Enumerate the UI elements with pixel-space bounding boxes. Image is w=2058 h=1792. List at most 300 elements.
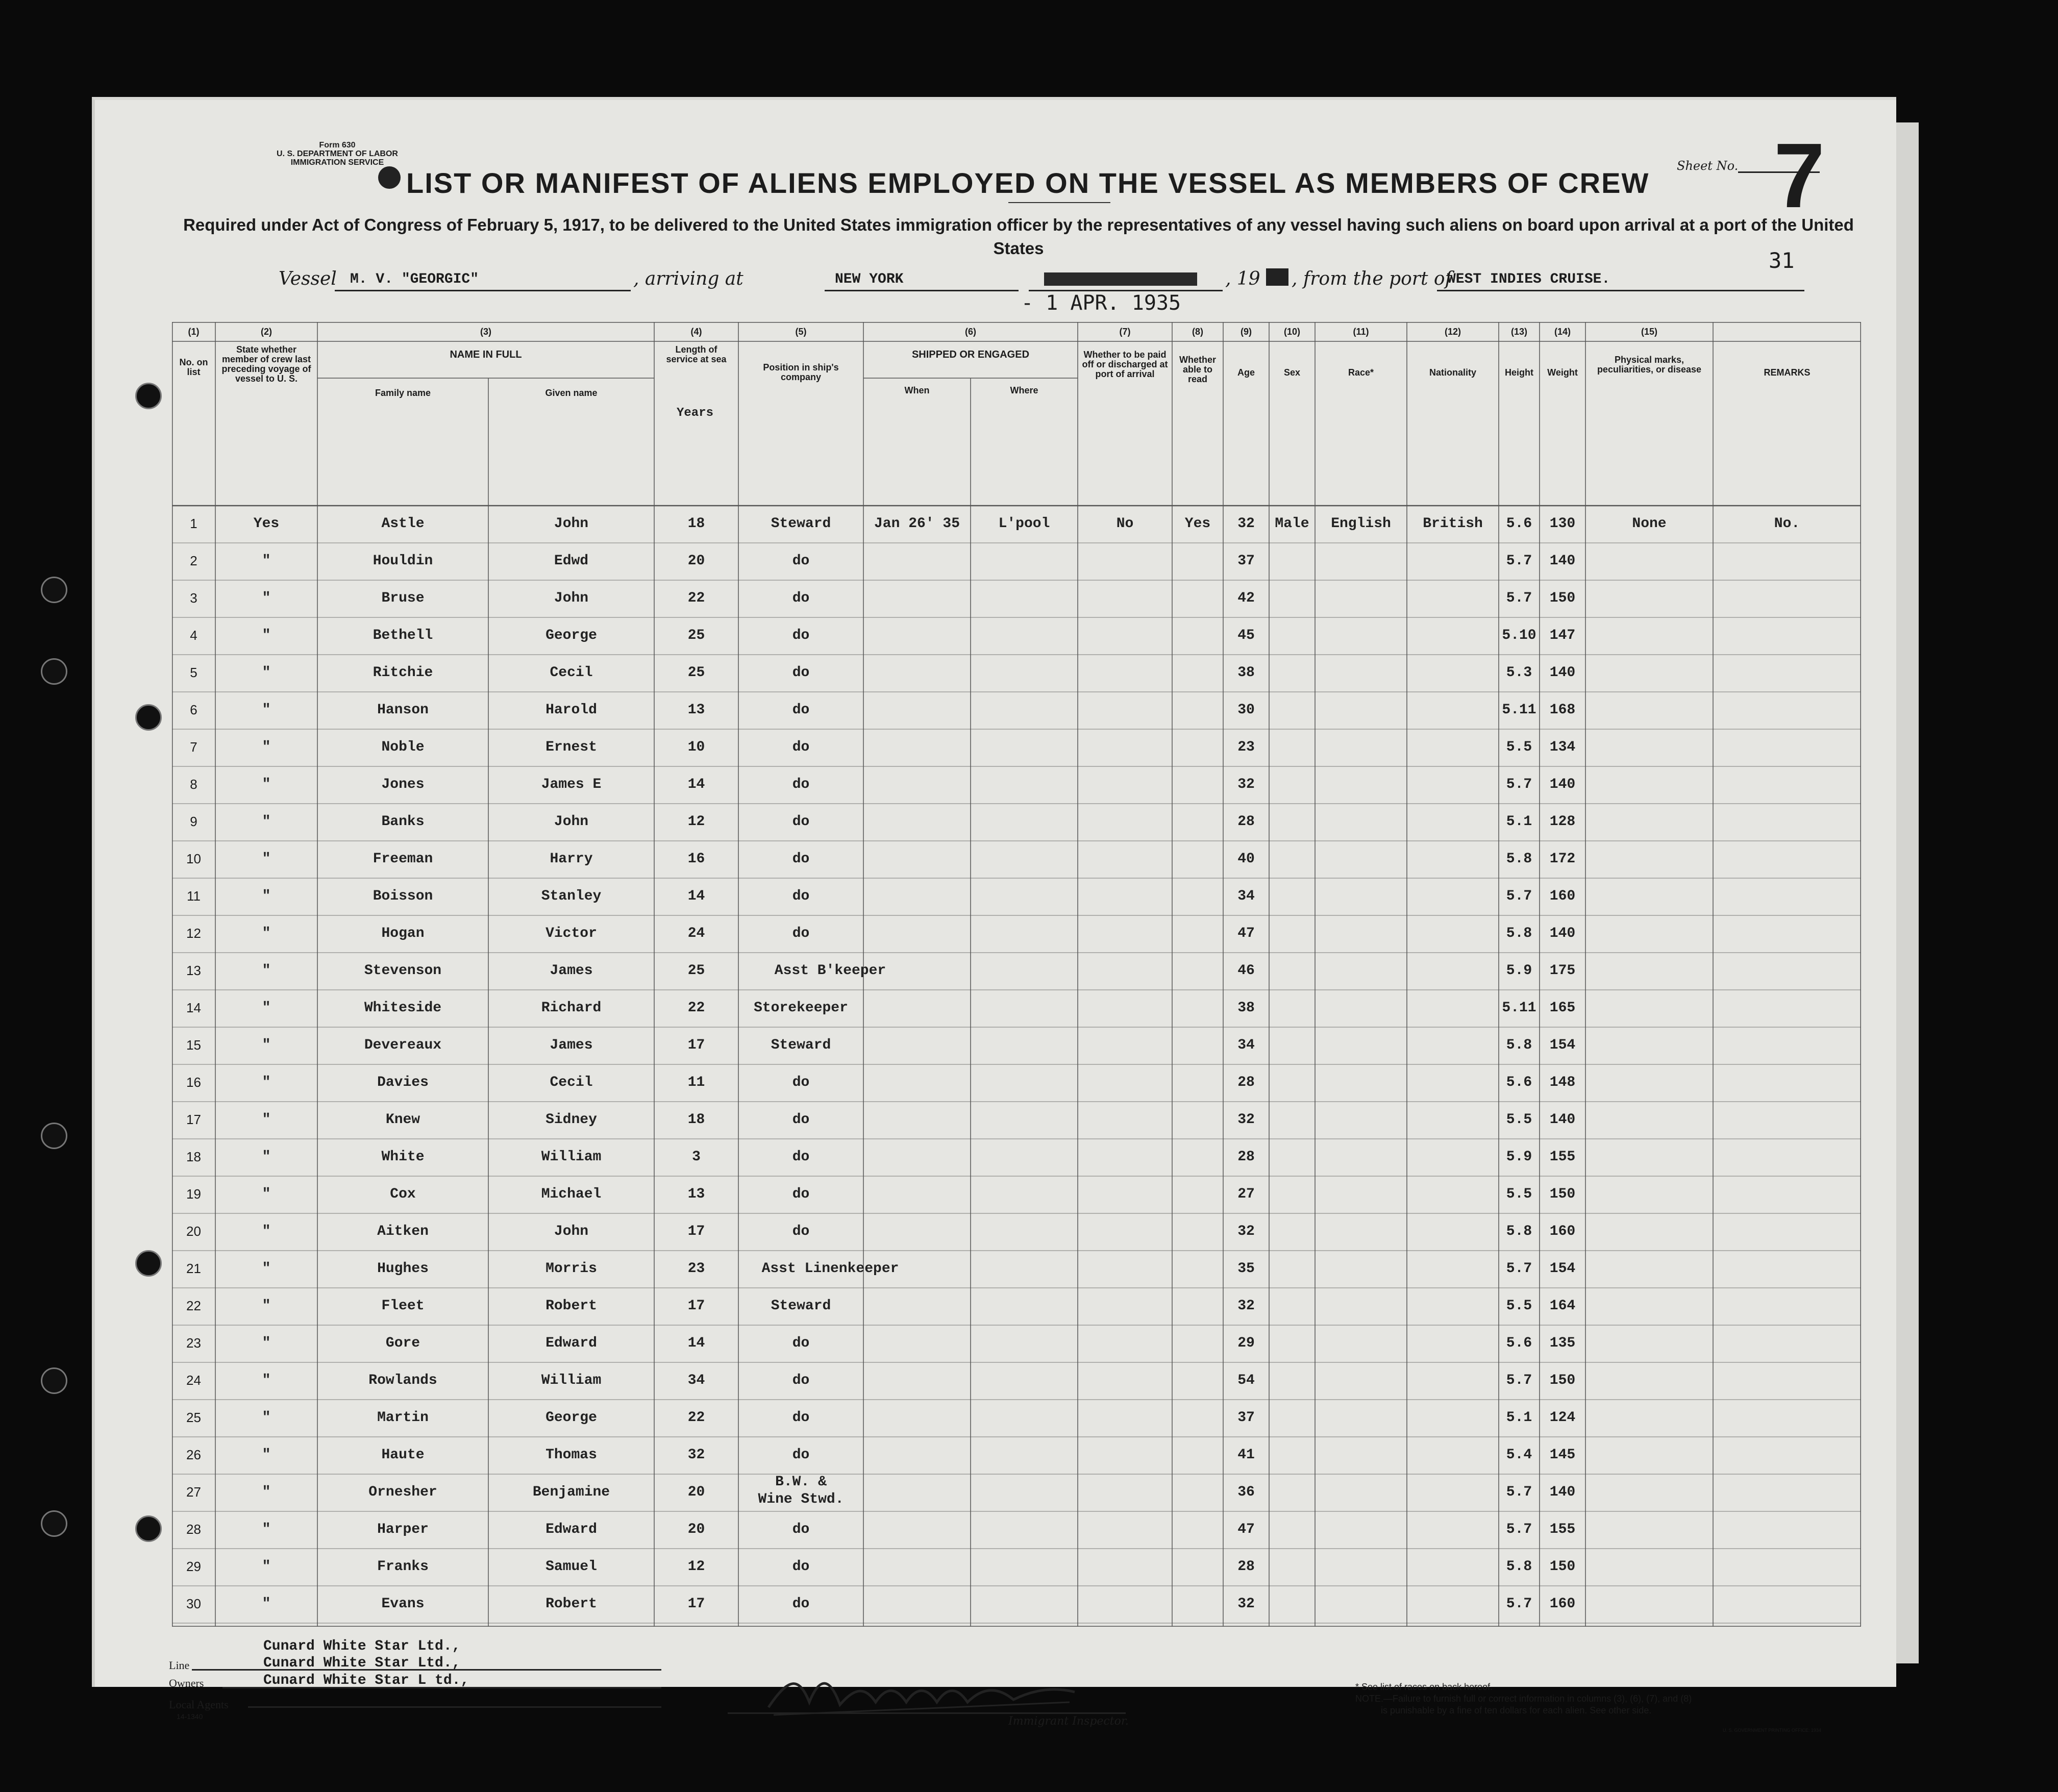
- hdr-name-in-full: NAME IN FULL: [450, 349, 522, 360]
- given-name: Edward: [546, 1522, 597, 1537]
- footer-company-1: Cunard White Star Ltd.,: [263, 1638, 461, 1654]
- position: do: [792, 888, 810, 904]
- punch-dot: [378, 166, 401, 189]
- prev-voyage: ": [262, 1373, 271, 1388]
- hdr-position: Position in ship's company: [763, 362, 839, 382]
- position: do: [792, 1149, 810, 1165]
- age: 23: [1237, 739, 1255, 755]
- table-row: [172, 729, 1861, 766]
- weight: 147: [1549, 628, 1576, 643]
- binder-hole: [135, 383, 162, 409]
- footer-line-underline: [192, 1669, 661, 1671]
- prev-voyage: ": [262, 1559, 271, 1575]
- prev-voyage: ": [262, 665, 271, 681]
- given-name: Harry: [550, 851, 593, 867]
- shipped-when: Jan 26' 35: [874, 516, 960, 532]
- age: 32: [1237, 1112, 1255, 1128]
- date-underline: [1029, 268, 1223, 291]
- age: 32: [1237, 1298, 1255, 1314]
- position: do: [792, 1596, 810, 1612]
- weight: 155: [1549, 1149, 1576, 1165]
- hdr-length-service: Length of service at sea: [666, 344, 727, 364]
- family-name: Hogan: [381, 926, 425, 941]
- height: 5.7: [1506, 553, 1532, 569]
- table-row: [172, 915, 1861, 953]
- position: do: [792, 1186, 810, 1202]
- vessel-line: [279, 268, 1835, 294]
- prev-voyage: ": [262, 628, 271, 643]
- age: 36: [1237, 1484, 1255, 1500]
- position: do: [792, 590, 810, 606]
- length-service: 14: [687, 888, 705, 904]
- given-name: Thomas: [546, 1447, 597, 1463]
- age: 45: [1237, 628, 1255, 643]
- sheet-label: Sheet No.: [1677, 159, 1739, 173]
- binder-hole: [41, 1123, 67, 1149]
- footer-owners-label: Owners: [169, 1677, 204, 1689]
- table-row: [172, 1325, 1861, 1362]
- given-name: William: [541, 1149, 602, 1165]
- table-row: [172, 1400, 1861, 1437]
- position: Asst Linenkeeper: [761, 1261, 899, 1277]
- given-name: James E: [541, 777, 602, 792]
- prev-voyage: ": [262, 553, 271, 569]
- prev-voyage: ": [262, 1298, 271, 1314]
- crew-table: [172, 322, 1861, 1627]
- height: 5.9: [1506, 1149, 1532, 1165]
- hdr-sex: Sex: [1283, 367, 1301, 378]
- binder-hole: [41, 658, 67, 685]
- given-name: John: [554, 590, 589, 606]
- height: 5.7: [1506, 777, 1532, 792]
- footer-agents-label: Local Agents: [169, 1698, 229, 1711]
- inspector-signature: [758, 1666, 1085, 1723]
- row-number: 30: [186, 1596, 201, 1611]
- table-row: [172, 766, 1861, 804]
- weight: 155: [1549, 1522, 1576, 1537]
- length-service: 14: [687, 1335, 705, 1351]
- family-name: Whiteside: [364, 1000, 442, 1016]
- weight: 172: [1549, 851, 1576, 867]
- length-service: 13: [687, 702, 705, 718]
- hdr-physical: Physical marks, peculiarities, or disease: [1597, 355, 1702, 375]
- col-num-13: (13): [1510, 327, 1527, 337]
- row-number: 2: [190, 553, 197, 568]
- prev-voyage: ": [262, 739, 271, 755]
- height: 5.5: [1506, 1298, 1532, 1314]
- footnote-races: * See list of races on back hereof.: [1355, 1682, 1493, 1692]
- hdr-age: Age: [1237, 367, 1255, 378]
- weight: 150: [1549, 1559, 1576, 1575]
- weight: 168: [1549, 702, 1576, 718]
- height: 5.1: [1506, 814, 1532, 830]
- family-name: Fleet: [381, 1298, 425, 1314]
- footer-company-2: Cunard White Star Ltd.,: [263, 1655, 461, 1671]
- footer-company-3: Cunard White Star L td.,: [263, 1673, 469, 1688]
- table-row: [172, 543, 1861, 580]
- length-service: 20: [687, 1522, 705, 1537]
- col-num-8: (8): [1192, 327, 1203, 337]
- row-number: 28: [186, 1522, 201, 1537]
- prev-voyage: ": [262, 1112, 271, 1128]
- weight: 140: [1549, 553, 1576, 569]
- given-name: John: [554, 1224, 589, 1239]
- position: do: [792, 1112, 810, 1128]
- prev-voyage: ": [262, 1484, 271, 1500]
- given-name: James: [550, 963, 593, 979]
- length-service: 34: [687, 1373, 705, 1388]
- row-number: 7: [190, 739, 197, 755]
- height: 5.7: [1506, 1261, 1532, 1277]
- hdr-weight: Weight: [1547, 367, 1578, 378]
- from-label: , from the port of: [1292, 268, 1452, 289]
- given-name: Edwd: [554, 553, 589, 569]
- age: 34: [1237, 888, 1255, 904]
- signature-underline: [728, 1712, 1126, 1714]
- family-name: Hanson: [377, 702, 429, 718]
- length-service: 10: [687, 739, 705, 755]
- length-service: 11: [687, 1075, 705, 1090]
- position: do: [792, 851, 810, 867]
- age: 38: [1237, 665, 1255, 681]
- row-number: 22: [186, 1298, 201, 1313]
- origin-port: WEST INDIES CRUISE.: [1447, 271, 1610, 287]
- length-service: 22: [687, 590, 705, 606]
- row-number: 3: [190, 590, 197, 606]
- family-name: Harper: [377, 1522, 429, 1537]
- table-row: [172, 804, 1861, 841]
- col-num-4: (4): [690, 327, 702, 337]
- hdr-where: Where: [1010, 385, 1038, 395]
- nationality: British: [1423, 516, 1483, 532]
- binder-hole: [135, 1515, 162, 1542]
- position: do: [792, 926, 810, 941]
- able-read: Yes: [1184, 516, 1211, 532]
- position: Steward: [771, 516, 831, 532]
- given-name: Samuel: [546, 1559, 597, 1575]
- family-name: Martin: [377, 1410, 429, 1426]
- given-name: George: [546, 628, 597, 643]
- weight: 160: [1549, 1224, 1576, 1239]
- hdr-remarks: REMARKS: [1764, 367, 1811, 378]
- given-name: Edward: [546, 1335, 597, 1351]
- length-service: 20: [687, 553, 705, 569]
- height: 5.5: [1506, 1186, 1532, 1202]
- age: 28: [1237, 1075, 1255, 1090]
- position: do: [792, 1335, 810, 1351]
- family-name: Boisson: [373, 888, 433, 904]
- hdr-state-whether: State whether member of crew last preceding voyage of vessel to U. S.: [221, 344, 311, 384]
- row-number: 4: [190, 628, 197, 643]
- age: 32: [1237, 777, 1255, 792]
- height: 5.11: [1502, 1000, 1536, 1016]
- prev-voyage: ": [262, 1447, 271, 1463]
- table-row: [172, 617, 1861, 655]
- row-number: 23: [186, 1335, 201, 1351]
- age: 46: [1237, 963, 1255, 979]
- weight: 175: [1549, 963, 1576, 979]
- position: do: [792, 1075, 810, 1090]
- weight: 145: [1549, 1447, 1576, 1463]
- weight: 124: [1549, 1410, 1576, 1426]
- weight: 154: [1549, 1037, 1576, 1053]
- length-service: 14: [687, 777, 705, 792]
- height: 5.8: [1506, 1559, 1532, 1575]
- prev-voyage: ": [262, 1522, 271, 1537]
- position: Storekeeper: [754, 1000, 848, 1016]
- height: 5.10: [1502, 628, 1536, 643]
- form-number: Form 630: [319, 141, 356, 150]
- prev-voyage: ": [262, 888, 271, 904]
- table-row: [172, 1139, 1861, 1176]
- row-number: 26: [186, 1447, 201, 1462]
- height: 5.4: [1506, 1447, 1532, 1463]
- height: 5.6: [1506, 1335, 1532, 1351]
- row-number: 8: [190, 777, 197, 792]
- height: 5.7: [1506, 1484, 1532, 1500]
- footnote-penalty-1: NOTE.—Failure to furnish full or correct information in columns (3), (6), (7), and (8): [1355, 1694, 1692, 1704]
- form-service: IMMIGRATION SERVICE: [290, 158, 384, 167]
- weight: 165: [1549, 1000, 1576, 1016]
- position: B.W. &: [775, 1474, 827, 1490]
- family-name: Stevenson: [364, 963, 442, 979]
- vessel-underline: [335, 268, 631, 291]
- footer-line-label: Line: [169, 1659, 190, 1672]
- table-row: [172, 841, 1861, 878]
- height: 5.11: [1502, 702, 1536, 718]
- length-service: 25: [687, 963, 705, 979]
- col-num-9: (9): [1241, 327, 1252, 337]
- length-service: 23: [687, 1261, 705, 1277]
- given-name: John: [554, 814, 589, 830]
- given-name: John: [554, 516, 589, 532]
- printer-credit: U. S. GOVERNMENT PRINTING OFFICE: 1934: [1723, 1728, 1821, 1733]
- position: Asst B'keeper: [774, 963, 886, 979]
- weight: 164: [1549, 1298, 1576, 1314]
- age: 32: [1237, 1224, 1255, 1239]
- row-number: 17: [186, 1112, 201, 1127]
- position: do: [792, 1373, 810, 1388]
- length-service: 17: [687, 1037, 705, 1053]
- given-name: Robert: [546, 1298, 597, 1314]
- length-service: 18: [687, 1112, 705, 1128]
- position: Steward: [771, 1037, 831, 1053]
- col-num-11: (11): [1353, 327, 1369, 337]
- height: 5.6: [1506, 516, 1532, 532]
- height: 5.5: [1506, 739, 1532, 755]
- table-row: [172, 580, 1861, 617]
- family-name: Franks: [377, 1559, 429, 1575]
- age: 42: [1237, 590, 1255, 606]
- binder-hole: [135, 1250, 162, 1277]
- family-name: Freeman: [373, 851, 433, 867]
- table-row: [172, 1437, 1861, 1474]
- age: 38: [1237, 1000, 1255, 1016]
- weight: 150: [1549, 1186, 1576, 1202]
- height: 5.8: [1506, 851, 1532, 867]
- length-service: 32: [687, 1447, 705, 1463]
- weight: 140: [1549, 926, 1576, 941]
- family-name: Noble: [381, 739, 425, 755]
- prev-voyage: ": [262, 1186, 271, 1202]
- length-service: 3: [692, 1149, 701, 1165]
- table-row: [172, 1288, 1861, 1325]
- length-service: 22: [687, 1410, 705, 1426]
- weight: 154: [1549, 1261, 1576, 1277]
- given-name: Sidney: [546, 1112, 597, 1128]
- sheet-number: 7: [1774, 125, 1825, 227]
- weight: 140: [1549, 665, 1576, 681]
- length-service: 17: [687, 1298, 705, 1314]
- height: 5.7: [1506, 1373, 1532, 1388]
- footer-agents-underline: [248, 1706, 661, 1708]
- family-name: Cox: [390, 1186, 416, 1202]
- col-num-7: (7): [1119, 327, 1131, 337]
- given-name: Cecil: [550, 665, 593, 681]
- family-name: Ritchie: [373, 665, 433, 681]
- table-row: [172, 1027, 1861, 1064]
- row-number: 18: [186, 1149, 201, 1164]
- hdr-height: Height: [1505, 367, 1533, 378]
- family-name: Evans: [381, 1596, 425, 1612]
- years-note: Years: [676, 406, 713, 420]
- prev-voyage: ": [262, 1261, 271, 1277]
- table-row: [172, 692, 1861, 729]
- length-service: 12: [687, 1559, 705, 1575]
- prev-voyage: ": [262, 702, 271, 718]
- length-service: 24: [687, 926, 705, 941]
- table-row: [172, 1586, 1861, 1623]
- position-line-2: Wine Stwd.: [758, 1491, 844, 1507]
- age: 35: [1237, 1261, 1255, 1277]
- position: do: [792, 628, 810, 643]
- inspector-label: Immigrant Inspector.: [1008, 1715, 1129, 1728]
- shipped-where: L'pool: [998, 516, 1050, 532]
- given-name: Stanley: [541, 888, 602, 904]
- arriving-label: , arriving at: [633, 268, 743, 289]
- given-name: Michael: [541, 1186, 602, 1202]
- footnote-penalty-2: is punishable by a fine of ten dollars for each alien. See other side.: [1381, 1705, 1652, 1715]
- prev-voyage: ": [262, 1224, 271, 1239]
- row-number: 6: [190, 702, 197, 717]
- table-row: [172, 1102, 1861, 1139]
- position: do: [792, 702, 810, 718]
- given-name: Benjamine: [532, 1484, 610, 1500]
- table-row: [172, 1549, 1861, 1586]
- footer-form-code: 14-1340: [177, 1712, 203, 1721]
- table-row: [172, 506, 1861, 543]
- length-service: 17: [687, 1224, 705, 1239]
- family-name: Knew: [385, 1112, 420, 1128]
- position: do: [792, 1559, 810, 1575]
- family-name: White: [381, 1149, 425, 1165]
- table-row: [172, 655, 1861, 692]
- prev-voyage: ": [262, 1335, 271, 1351]
- family-name: Bethell: [373, 628, 433, 643]
- table-row: [172, 953, 1861, 990]
- weight: 134: [1549, 739, 1576, 755]
- arrival-date-stamp: - 1 APR. 1935: [1021, 291, 1181, 315]
- hdr-paid-off: Whether to be paid off or discharged at port of arrival: [1082, 350, 1168, 379]
- position: do: [792, 1522, 810, 1537]
- family-name: Rowlands: [368, 1373, 437, 1388]
- age: 34: [1237, 1037, 1255, 1053]
- weight: 135: [1549, 1335, 1576, 1351]
- age: 29: [1237, 1335, 1255, 1351]
- row-number: 21: [186, 1261, 201, 1276]
- vessel-label: Vessel: [279, 268, 337, 289]
- given-name: James: [550, 1037, 593, 1053]
- length-service: 17: [687, 1596, 705, 1612]
- row-number: 5: [190, 665, 197, 680]
- weight: 148: [1549, 1075, 1576, 1090]
- prev-voyage: ": [262, 1075, 271, 1090]
- position: do: [792, 814, 810, 830]
- paid-off: No: [1116, 516, 1134, 532]
- hdr-family-name: Family name: [375, 388, 431, 398]
- col-num-14: (14): [1554, 327, 1571, 337]
- row-number: 14: [186, 1000, 201, 1015]
- given-name: William: [541, 1373, 602, 1388]
- age: 28: [1237, 1559, 1255, 1575]
- age: 28: [1237, 1149, 1255, 1165]
- table-row: [172, 1176, 1861, 1213]
- position: do: [792, 1410, 810, 1426]
- weight: 140: [1549, 1484, 1576, 1500]
- age: 54: [1237, 1373, 1255, 1388]
- length-service: 25: [687, 628, 705, 643]
- length-service: 18: [687, 516, 705, 532]
- stamp-number: 31: [1769, 248, 1795, 273]
- position: do: [792, 777, 810, 792]
- family-name: Banks: [381, 814, 425, 830]
- length-service: 13: [687, 1186, 705, 1202]
- given-name: Robert: [546, 1596, 597, 1612]
- length-service: 16: [687, 851, 705, 867]
- prev-voyage: ": [262, 1000, 271, 1016]
- race: English: [1331, 516, 1391, 532]
- sex: Male: [1275, 516, 1309, 532]
- row-number: 12: [186, 926, 201, 941]
- binder-hole: [41, 1367, 67, 1394]
- family-name: Jones: [381, 777, 425, 792]
- height: 5.7: [1506, 1522, 1532, 1537]
- port-underline: [825, 268, 1019, 291]
- position: do: [792, 1447, 810, 1463]
- height: 5.5: [1506, 1112, 1532, 1128]
- length-service: 25: [687, 665, 705, 681]
- height: 5.7: [1506, 1596, 1532, 1612]
- hdr-nationality: Nationality: [1429, 367, 1476, 378]
- age: 32: [1237, 516, 1255, 532]
- hdr-given-name: Given name: [545, 388, 598, 398]
- weight: 140: [1549, 777, 1576, 792]
- col-num-12: (12): [1444, 327, 1461, 337]
- age: 28: [1237, 814, 1255, 830]
- length-service: 22: [687, 1000, 705, 1016]
- hdr-race: Race*: [1348, 367, 1374, 378]
- manifest-sheet: [92, 97, 1896, 1733]
- form-department: U. S. DEPARTMENT OF LABOR: [277, 150, 398, 158]
- weight: 160: [1549, 1596, 1576, 1612]
- position: do: [792, 739, 810, 755]
- col-num-2: (2): [261, 327, 272, 337]
- table-row: [172, 1511, 1861, 1549]
- weight: 140: [1549, 1112, 1576, 1128]
- prev-voyage: ": [262, 777, 271, 792]
- title-rule: [1008, 202, 1110, 203]
- row-number: 13: [186, 963, 201, 978]
